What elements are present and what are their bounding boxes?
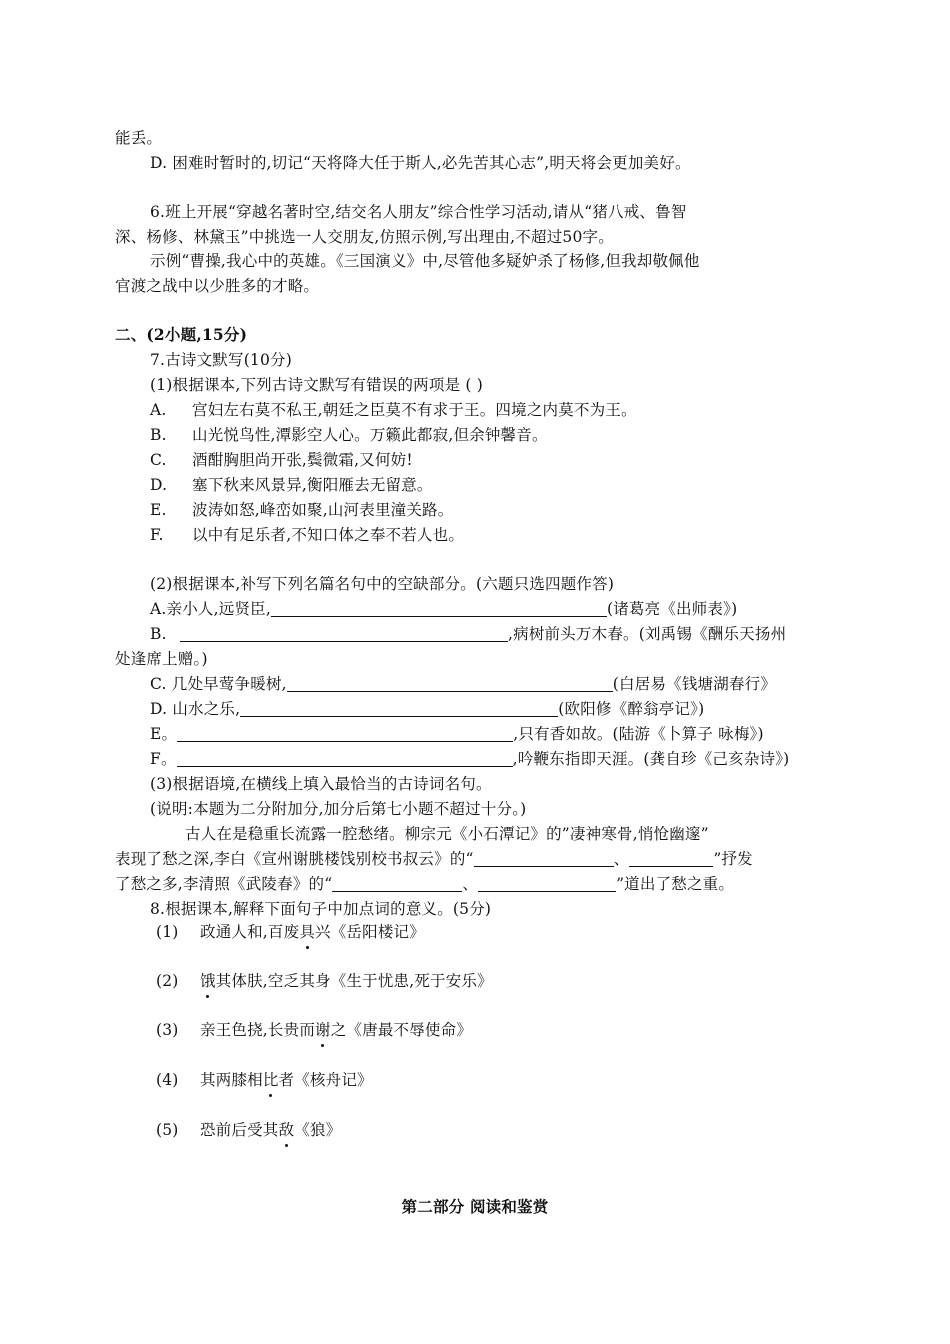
fill-d-blank[interactable] bbox=[240, 699, 558, 717]
q6-prompt-line1: 6.班上开展“穿越名著时空,结交名人朋友”综合性学习活动,请从“猪八戒、鲁智 bbox=[150, 203, 687, 221]
option-label: A. bbox=[150, 401, 167, 419]
item-number: (2) bbox=[156, 972, 179, 990]
fill-c-source: (白居易《钱塘湖春行》 bbox=[612, 675, 777, 693]
q6-example-line2: 官渡之战中以少胜多的才略。 bbox=[115, 277, 320, 295]
passage-text: ”抒发 bbox=[713, 850, 753, 868]
q7-part3-passage-line1: 古人在是稳重长流露一腔愁绪。柳宗元《小石潭记》的”凄神寒骨,悄怆幽邃” bbox=[185, 825, 709, 843]
fill-c-text: C. 几处早莺争暖树, bbox=[150, 675, 287, 693]
fill-d-source: (欧阳修《醉翁亭记》) bbox=[558, 700, 705, 718]
q8-item-2 bbox=[156, 970, 493, 992]
q7-part1-prompt: (1)根据课本,下列古诗文默写有错误的两项是 ( ) bbox=[150, 376, 484, 394]
part-2-heading: 第二部分 阅读和鉴赏 bbox=[401, 1197, 549, 1216]
fill-e-blank[interactable] bbox=[177, 724, 513, 742]
fill-b-text: ,病树前头万木春。(刘禹锡《酬乐天扬州 bbox=[508, 625, 787, 643]
option-text: 山光悦鸟性,潭影空人心。万籁此都寂,但余钟馨音。 bbox=[192, 426, 548, 444]
q7-fill-b-continuation: 处逢席上赠。) bbox=[115, 650, 208, 668]
option-label: E. bbox=[150, 501, 167, 519]
item-number: (4) bbox=[156, 1071, 179, 1089]
q7-option-b bbox=[150, 424, 548, 446]
passage-text: 了愁之多,李清照《武陵春》的“ bbox=[115, 875, 333, 893]
fill-f-label: F。 bbox=[150, 750, 177, 768]
item-text: 兴《岳阳楼记》 bbox=[315, 923, 425, 941]
q7-option-e bbox=[150, 499, 453, 521]
option-label: B. bbox=[150, 426, 167, 444]
q8-title: 8.根据课本,解释下面句子中加点词的意义。(5分) bbox=[150, 900, 492, 918]
q7-fill-b bbox=[150, 623, 786, 645]
fill-f-blank[interactable] bbox=[177, 749, 513, 767]
option-text: 以中有足乐者,不知口体之奉不若人也。 bbox=[192, 526, 465, 544]
q8-item-3 bbox=[156, 1019, 472, 1041]
item-number: (5) bbox=[156, 1121, 179, 1139]
fill-a-blank[interactable] bbox=[271, 599, 607, 617]
option-text: 塞下秋来风景异,衡阳雁去无留意。 bbox=[192, 476, 433, 494]
separator: 、 bbox=[462, 875, 479, 893]
q5-continuation: 能丢。 bbox=[115, 129, 163, 147]
q7-option-c bbox=[150, 449, 413, 471]
option-label: F. bbox=[150, 526, 164, 544]
fill-c-blank[interactable] bbox=[287, 674, 613, 692]
li-qingzhao-blank-2[interactable] bbox=[478, 874, 616, 892]
option-text: 宫妇左右莫不私王,朝廷之臣莫不有求于王。四境之内莫不为王。 bbox=[192, 401, 637, 419]
passage-text: ”道出了愁之重。 bbox=[616, 875, 735, 893]
fill-a-text: A.亲小人,远贤臣, bbox=[150, 600, 271, 618]
fill-b-label: B. bbox=[150, 625, 167, 643]
dotted-word: 敌 bbox=[278, 1121, 295, 1139]
q5-option-d: D. 困难时暂时的,切记“天将降大任于斯人,必先苦其心志”,明天将会更加美好。 bbox=[150, 154, 691, 172]
li-bai-blank-1[interactable] bbox=[474, 849, 614, 867]
option-label: C. bbox=[150, 451, 167, 469]
fill-b-blank[interactable] bbox=[180, 624, 508, 642]
q7-fill-e bbox=[150, 723, 764, 745]
q8-item-4 bbox=[156, 1069, 373, 1091]
q7-title: 7.古诗文默写(10分) bbox=[150, 351, 293, 369]
fill-e-text: ,只有香如故。(陆游《卜算子 咏梅》) bbox=[513, 725, 764, 743]
item-text: 恐前后受其 bbox=[200, 1121, 279, 1139]
fill-d-text: D. 山水之乐, bbox=[150, 700, 241, 718]
separator: 、 bbox=[613, 850, 630, 868]
item-number: (1) bbox=[156, 923, 179, 941]
fill-f-text: ,吟鞭东指即天涯。(龚自珍《己亥杂诗》) bbox=[512, 750, 790, 768]
q7-part3-prompt: (3)根据语境,在横线上填入最恰当的古诗词名句。 bbox=[150, 775, 492, 793]
option-text: 波涛如怒,峰峦如聚,山河表里潼关路。 bbox=[192, 501, 454, 519]
item-text: 政通人和,百废 bbox=[200, 923, 300, 941]
q7-fill-a bbox=[150, 598, 737, 620]
q7-option-a bbox=[150, 399, 637, 421]
q7-part3-passage-line2 bbox=[115, 848, 753, 870]
item-number: (3) bbox=[156, 1021, 179, 1039]
q7-part2-prompt: (2)根据课本,补写下列名篇名句中的空缺部分。(六题只选四题作答) bbox=[150, 575, 615, 593]
dotted-word: 饿 bbox=[200, 972, 216, 990]
item-text: 其两膝相 bbox=[200, 1071, 263, 1089]
dotted-word: 谢 bbox=[315, 1021, 331, 1039]
q6-prompt-line2: 深、杨修、林黛玉”中挑选一人交朋友,仿照示例,写出理由,不超过50字。 bbox=[115, 228, 614, 246]
option-text: 酒酣胸胆尚开张,鬓微霜,又何妨! bbox=[192, 451, 413, 469]
dotted-word: 比 bbox=[262, 1071, 279, 1089]
li-bai-blank-2[interactable] bbox=[629, 849, 713, 867]
option-label: D. bbox=[150, 476, 168, 494]
q6-example-line1: 示例“曹操,我心中的英雄。《三国演义》中,尽管他多疑妒杀了杨修,但我却敬佩他 bbox=[150, 252, 700, 270]
passage-text: 表现了愁之深,李白《宣州谢朓楼饯别校书叔云》的“ bbox=[115, 850, 474, 868]
q8-item-1 bbox=[156, 921, 425, 943]
q7-fill-f bbox=[150, 748, 789, 770]
item-text: 者《核舟记》 bbox=[278, 1071, 373, 1089]
item-text: 之《唐最不辱使命》 bbox=[330, 1021, 473, 1039]
item-text: 亲王色挠,长贵而 bbox=[200, 1021, 316, 1039]
q7-part3-passage-line3 bbox=[115, 873, 734, 895]
q7-option-d bbox=[150, 474, 433, 496]
q7-option-f bbox=[150, 524, 464, 546]
li-qingzhao-blank-1[interactable] bbox=[332, 874, 462, 892]
section-2-heading: 二、(2小题,15分) bbox=[115, 325, 248, 344]
item-text: 其体肤,空乏其身《生于忧患,死于安乐》 bbox=[215, 972, 493, 990]
dotted-word: 具 bbox=[299, 923, 316, 941]
fill-a-source: (诸葛亮《出师表》) bbox=[606, 600, 738, 618]
q7-part3-note: (说明:本题为二分附加分,加分后第七小题不超过十分。) bbox=[150, 800, 527, 818]
fill-e-label: E。 bbox=[150, 725, 178, 743]
q7-fill-c bbox=[150, 673, 776, 695]
item-text: 《狼》 bbox=[294, 1121, 342, 1139]
q8-item-5 bbox=[156, 1119, 341, 1141]
q7-fill-d bbox=[150, 698, 704, 720]
